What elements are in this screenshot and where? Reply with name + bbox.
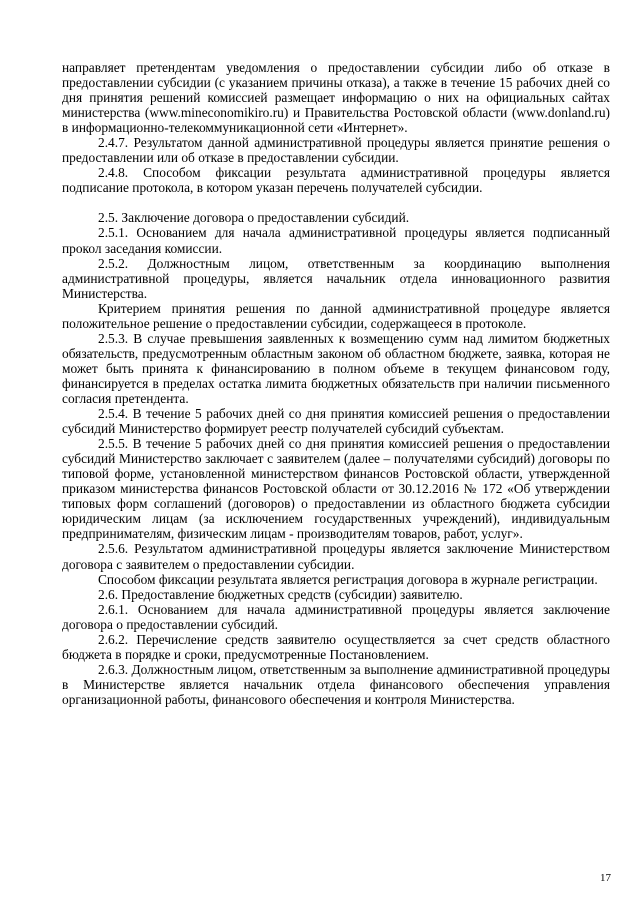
paragraph-2-5-6: 2.5.6. Результатом административной процедуры является заключение Министерством договора с заявителем о предоставлении субсидии. xyxy=(62,541,610,572)
paragraph-2-4-7: 2.4.7. Результатом данной административной процедуры является принятие решения о предоставлении или об отказе в предоставлении субсидии. xyxy=(62,135,610,166)
paragraph-fixation: Способом фиксации результата является регистрация договора в журнале регистрации. xyxy=(98,571,598,587)
paragraph-2-4-8: 2.4.8. Способом фиксации результата административной процедуры является подписание протокола, в котором указан перечень получателей субсидии. xyxy=(62,165,610,196)
paragraph-2-5-5: 2.5.5. В течение 5 рабочих дней со дня принятия комиссией решения о предоставлении субсидий Министерство заключает с заявителем (далее – получателями субсидий) договоры по типовой форме, установленной министерством финансов Ростовской области, утвержденной приказом министерства финансов Ростовской области от 30.12.2016 № 172 «Об утверждении типовых форм соглашений (договоров) о предоставлении из областного бюджета субсидии юридическим лицам (за исключением государственных учреждений), индивидуальным предпринимателям, физическим лицам - производителям товаров, работ, услуг». xyxy=(62,436,610,542)
paragraph-2-5-2: 2.5.2. Должностным лицом, ответственным за координацию выполнения административной процедуры, является начальник отдела инновационного развития Министерства. xyxy=(62,255,610,301)
section-heading-2-6: 2.6. Предоставление бюджетных средств (субсидии) заявителю. xyxy=(98,586,463,602)
section-heading-2-5: 2.5. Заключение договора о предоставлении субсидий. xyxy=(98,210,410,226)
paragraph-2-6-3: 2.6.3. Должностным лицом, ответственным за выполнение административной процедуры в Министерстве является начальник отдела финансового обеспечения управления организационной работы, финансового обеспечения и контроля Министерства. xyxy=(62,661,610,707)
paragraph-2-5-3: 2.5.3. В случае превышения заявленных к возмещению сумм над лимитом бюджетных обязательств, предусмотренным областным законом об областном бюджете, заявка, которая не может быть принята к финансированию в полном объеме в текущем финансовом году, финансируется в пределах остатка лимита бюджетных обязательств при наличии письменного согласия претендента. xyxy=(62,330,610,406)
page-number: 17 xyxy=(600,872,611,884)
paragraph-criterion: Критерием принятия решения по данной административной процедуре является положительное решение о предоставлении субсидии, содержащееся в протоколе. xyxy=(62,300,610,331)
paragraph-2-6-2: 2.6.2. Перечисление средств заявителю осуществляется за счет средств областного бюджета в порядке и сроки, предусмотренные Постановлением. xyxy=(62,631,610,662)
paragraph-2-5-4: 2.5.4. В течение 5 рабочих дней со дня принятия комиссией решения о предоставлении субсидий Министерство формирует реестр получателей субсидий субъектам. xyxy=(62,406,610,437)
paragraph-continuation: направляет претендентам уведомления о предоставлении субсидии либо об отказе в предоставлении субсидии (с указанием причины отказа), а также в течение 15 рабочих дней со дня принятия решений комиссией размещает информацию о них на официальных сайтах министерства (www.mineconomikiro.ru) и Правительства Ростовской области (www.donland.ru) в информационно-телекоммуникационной сети «Интернет». xyxy=(62,60,610,136)
paragraph-2-6-1: 2.6.1. Основанием для начала административной процедуры является заключение договора о предоставлении субсидий. xyxy=(62,601,610,632)
paragraph-2-5-1: 2.5.1. Основанием для начала административной процедуры является подписанный прокол заседания комиссии. xyxy=(62,225,610,256)
document-body xyxy=(62,60,610,707)
